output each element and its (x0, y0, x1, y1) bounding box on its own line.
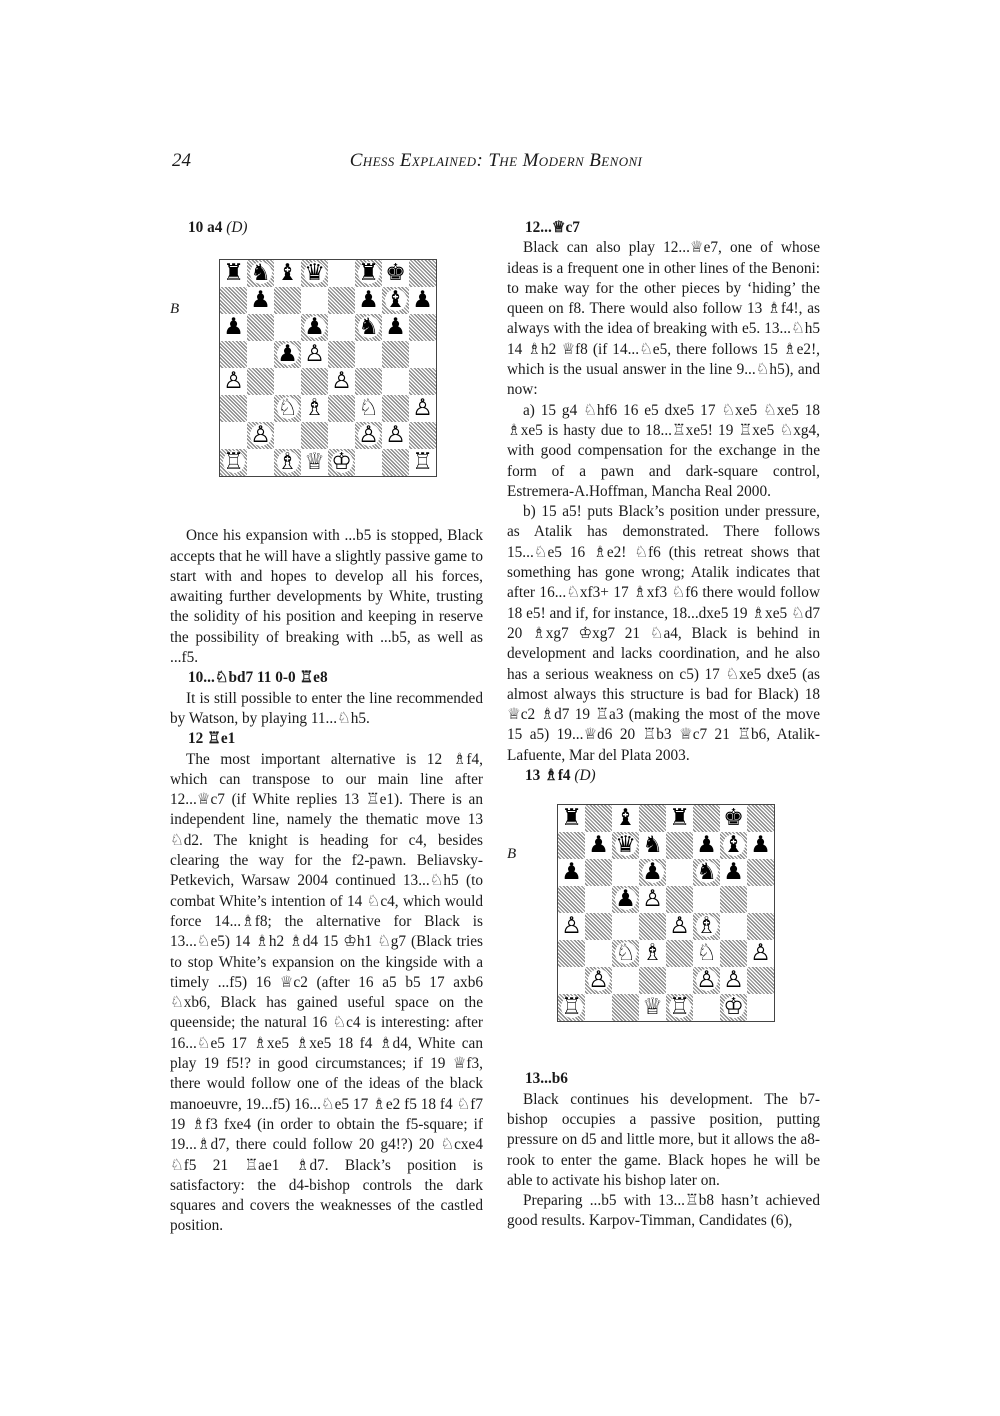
square-c1 (612, 994, 639, 1021)
square-c7 (274, 287, 301, 314)
chess-piece-icon: ♙ (561, 913, 582, 939)
square-h8 (747, 805, 774, 832)
square-b1 (585, 994, 612, 1021)
chess-piece-icon: ♕ (304, 449, 325, 475)
square-e5 (328, 341, 355, 368)
chess-piece-icon: ♟ (588, 832, 609, 858)
paragraph: The most important alternative is 12 ♗f4, which can transpose to our main line after 12...♕c7 (if White replies 13 ♖e1). There is an independent line, namely the thematic move 13 ♘d2. The knight is heading for c4, besides clearing the way for the f2-pawn. Beliavsky-Petkevich, Warsaw 2004 continued 13...♘h5 (to combat White’s intention of 14 ♘c4, which would force 14...♗f8; the alternative for Black is 13...♘e5) 14 ♗h2 ♗d4 15 ♔h1 ♘g7 (Black tries to stop White’s expansion on the kingside with a timely ...f5) 16 ♕c2 (after 16 a5 b5 17 axb6 ♘xb6, Black has gained useful space on the queenside; the natural 16 ♘c4 is interesting: after 16...♘e5 17 ♗xe5 ♗xe5 18 f4 ♗d4, White can play 19 f5!? in good circumstances; if 19 ♕f3, there would follow one of the ideas of the black manoeuvre, 19...f5) 16...♘e5 17 ♗e2 f5 18 f4 ♘f7 19 ♗f3 fxe4 (in order to obtain the f5-square; if 19...♗d7, there could follow 20 g4!?) 20 ♘cxe4 ♘f5 21 ♖ae1 ♗d7. Black’s position is satisfactory: the d4-bishop controls the dark squares and covers the weaknesses of the castled position. (170, 750, 483, 1235)
square-a2 (220, 422, 247, 449)
side-to-move-label: B (170, 301, 180, 317)
chess-piece-icon: ♟ (412, 287, 433, 313)
chess-piece-icon: ♞ (358, 314, 379, 340)
square-h5 (409, 341, 436, 368)
square-g4 (382, 368, 409, 395)
square-g5 (382, 341, 409, 368)
chess-piece-icon: ♙ (588, 967, 609, 993)
square-a3 (220, 395, 247, 422)
square-a3 (558, 940, 585, 967)
chess-piece-icon: ♙ (723, 967, 744, 993)
square-h2 (409, 422, 436, 449)
chess-piece-icon: ♙ (385, 422, 406, 448)
chess-piece-icon: ♟ (561, 859, 582, 885)
chess-piece-icon: ♚ (723, 805, 744, 831)
square-h2 (747, 967, 774, 994)
chess-diagram-2 (557, 804, 775, 1022)
square-c6 (274, 314, 301, 341)
square-g3 (720, 940, 747, 967)
square-a7 (220, 287, 247, 314)
side-to-move-label: B (507, 846, 517, 862)
chess-piece-icon: ♙ (358, 422, 379, 448)
square-e3 (666, 940, 693, 967)
square-c2 (612, 967, 639, 994)
chess-piece-icon: ♗ (304, 395, 325, 421)
chess-piece-icon: ♙ (250, 422, 271, 448)
chess-piece-icon: ♛ (615, 832, 636, 858)
square-g3 (382, 395, 409, 422)
square-e7 (666, 832, 693, 859)
chess-piece-icon: ♙ (304, 341, 325, 367)
square-b5 (585, 886, 612, 913)
square-a5 (558, 886, 585, 913)
square-c4 (274, 368, 301, 395)
square-e2 (328, 422, 355, 449)
page-number: 24 (172, 150, 191, 171)
square-e3 (328, 395, 355, 422)
square-d2 (301, 422, 328, 449)
square-b6 (585, 859, 612, 886)
chess-piece-icon: ♗ (642, 940, 663, 966)
chess-piece-icon: ♚ (385, 260, 406, 286)
square-g4 (720, 913, 747, 940)
chess-piece-icon: ♛ (304, 260, 325, 286)
square-g5 (720, 886, 747, 913)
square-b3 (585, 940, 612, 967)
move-heading: 10...♘bd7 11 0-0 ♖e8 (188, 669, 328, 687)
square-f4 (355, 368, 382, 395)
chess-piece-icon: ♖ (561, 994, 582, 1020)
chess-piece-icon: ♗ (696, 913, 717, 939)
paragraph: Once his expansion with ...b5 is stopped, Black accepts that he will have a slightly passive game to start with and hopes to develop all his forces, awaiting further developments by White, trusting the solidity of his position and keeping in reserve the possibility of breaking with ...b5, as well as ...f5. (170, 527, 483, 667)
square-e8 (328, 260, 355, 287)
chess-piece-icon: ♘ (696, 940, 717, 966)
square-h6 (747, 859, 774, 886)
chess-piece-icon: ♙ (750, 940, 771, 966)
running-head (172, 150, 820, 180)
move-heading: 13...b6 (525, 1070, 568, 1088)
paragraph: It is still possible to enter the line recommended by Watson, by playing 11...♘h5. (170, 689, 483, 727)
chess-piece-icon: ♞ (642, 832, 663, 858)
chess-piece-icon: ♘ (277, 395, 298, 421)
chess-piece-icon: ♘ (358, 395, 379, 421)
square-d4 (301, 368, 328, 395)
square-e2 (666, 967, 693, 994)
chess-piece-icon: ♙ (412, 395, 433, 421)
square-b8 (585, 805, 612, 832)
square-e6 (666, 859, 693, 886)
square-c6 (612, 859, 639, 886)
chess-piece-icon: ♜ (223, 260, 244, 286)
square-e6 (328, 314, 355, 341)
square-a5 (220, 341, 247, 368)
chess-piece-icon: ♟ (250, 287, 271, 313)
chess-piece-icon: ♟ (304, 314, 325, 340)
chess-piece-icon: ♙ (696, 967, 717, 993)
square-h8 (409, 260, 436, 287)
square-c2 (274, 422, 301, 449)
square-h5 (747, 886, 774, 913)
paragraph: Black can also play 12...♕e7, one of whose ideas is a frequent one in other lines of the Benoni: to make way for the other pieces by ‘hiding’ the queen on f8. There would also follow 13 ♗f4!, as always with the idea of breaking with e5. 13...♘h5 14 ♗h2 ♕f8 (if 14...♘e5, there follows 15 ♗e2!, which is the usual answer in the line 9...♘h5), and now: (507, 239, 820, 399)
chess-piece-icon: ♕ (642, 994, 663, 1020)
right-column (507, 218, 820, 1232)
square-d2 (639, 967, 666, 994)
square-b6 (247, 314, 274, 341)
chess-piece-icon: ♗ (277, 449, 298, 475)
square-d8 (639, 805, 666, 832)
chess-piece-icon: ♖ (669, 994, 690, 1020)
chess-piece-icon: ♙ (642, 886, 663, 912)
square-f5 (693, 886, 720, 913)
chess-diagram-1 (219, 259, 437, 477)
chess-piece-icon: ♟ (385, 314, 406, 340)
square-a7 (558, 832, 585, 859)
paragraph: a) 15 g4 ♘hf6 16 e5 dxe5 17 ♘xe5 ♘xe5 18 ♗xe5 is hasty due to 18...♖xe5! 19 ♖xe5 ♘xg4, with good compensation for the exchange in the form of a pawn and dark-square control, Estremera-A.Hoffman, Mancha Real 2000. (507, 401, 820, 500)
chess-piece-icon: ♜ (358, 260, 379, 286)
chess-piece-icon: ♟ (723, 859, 744, 885)
move-heading: 12...♕c7 (525, 219, 580, 236)
square-e7 (328, 287, 355, 314)
square-d7 (301, 287, 328, 314)
chess-piece-icon: ♟ (277, 341, 298, 367)
square-h4 (747, 913, 774, 940)
chess-piece-icon: ♖ (412, 449, 433, 475)
chess-piece-icon: ♘ (615, 940, 636, 966)
chess-piece-icon: ♖ (223, 449, 244, 475)
paragraph: Preparing ...b5 with 13...♖b8 hasn’t achieved good results. Karpov-Timman, Candidates (6), (507, 1192, 820, 1230)
chess-piece-icon: ♜ (561, 805, 582, 831)
chess-piece-icon: ♔ (723, 994, 744, 1020)
move-heading: 13 ♗f4 (D) (525, 767, 596, 785)
square-f8 (693, 805, 720, 832)
square-b5 (247, 341, 274, 368)
chess-piece-icon: ♝ (615, 805, 636, 831)
chess-piece-icon: ♟ (358, 287, 379, 313)
move-heading: 12 ♖e1 (188, 730, 236, 748)
square-c4 (612, 913, 639, 940)
square-b3 (247, 395, 274, 422)
square-e5 (666, 886, 693, 913)
square-f1 (355, 449, 382, 476)
square-b1 (247, 449, 274, 476)
move-heading: 10 a4 (D) (188, 219, 248, 236)
square-h4 (409, 368, 436, 395)
book-title: Chess Explained: The Modern Benoni (349, 150, 643, 171)
chess-piece-icon: ♟ (750, 832, 771, 858)
chess-piece-icon: ♟ (223, 314, 244, 340)
square-h1 (747, 994, 774, 1021)
square-a2 (558, 967, 585, 994)
square-d4 (639, 913, 666, 940)
chess-piece-icon: ♟ (615, 886, 636, 912)
chess-piece-icon: ♜ (669, 805, 690, 831)
square-b4 (585, 913, 612, 940)
chess-piece-icon: ♔ (331, 449, 352, 475)
chess-piece-icon: ♝ (385, 287, 406, 313)
chess-piece-icon: ♙ (669, 913, 690, 939)
paragraph: b) 15 a5! puts Black’s position under pressure, as Atalik has demonstrated. There follows 15...♘e5 16 ♗e2! ♘f6 (this retreat shows that something has gone wrong; Atalik indicates that after 16...♘xf3+ 17 ♗xf3 ♘f6 there would follow 18 e5! and if, for instance, 18...dxe5 19 ♗xe5 ♘d7 20 ♗xg7 ♔xg7 21 ♘a4, Black is behind in development and lacks coordination, and he also has a serious weakness on c5) 17 ♘xe5 dxe5 (as almost always this structure is bad for Black) 18 ♕c2 ♗d7 19 ♖a3 (making the most of the move 15 a5) 19...♕d6 20 ♖b3 ♕c7 21 ♖b6, Atalik-Lafuente, Mar del Plata 2003. (507, 503, 820, 764)
chess-piece-icon: ♞ (250, 260, 271, 286)
chess-piece-icon: ♟ (696, 832, 717, 858)
square-f1 (693, 994, 720, 1021)
chess-piece-icon: ♝ (277, 260, 298, 286)
square-b4 (247, 368, 274, 395)
chess-piece-icon: ♟ (642, 859, 663, 885)
square-g1 (382, 449, 409, 476)
chess-piece-icon: ♞ (696, 859, 717, 885)
chess-piece-icon: ♝ (723, 832, 744, 858)
square-f5 (355, 341, 382, 368)
square-h6 (409, 314, 436, 341)
paragraph: Black continues his development. The b7-bishop occupies a passive position, putting pressure on d5 and little more, but it allows the a8-rook to enter the game. Black hopes he will be able to activate his bishop later on. (507, 1090, 820, 1189)
chess-piece-icon: ♙ (331, 368, 352, 394)
chess-piece-icon: ♙ (223, 368, 244, 394)
